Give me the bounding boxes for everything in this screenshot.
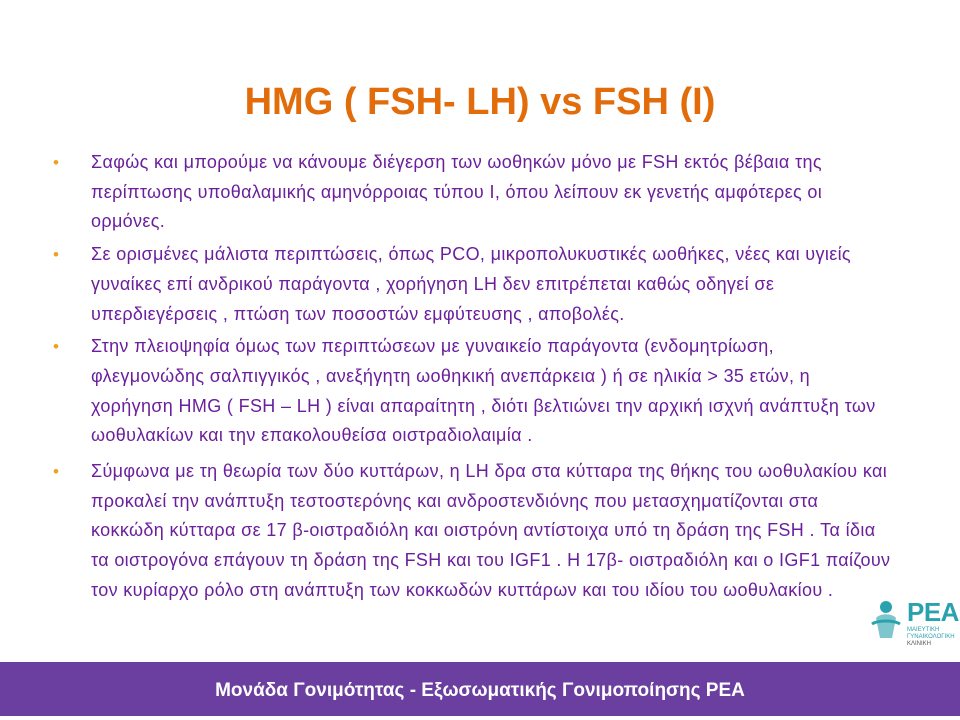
bullet-dot-icon: • <box>53 462 60 482</box>
clinic-logo <box>868 594 960 646</box>
logo-subtitle-1: ΜΑΙΕΥΤΙΚΗ <box>907 627 940 633</box>
bullet-dot-icon: • <box>53 153 60 172</box>
bullet-list <box>52 148 892 612</box>
bullet-text: Στην πλειοψηφία όμως των περιπτώσεων με γυναικείο παράγοντα (ενδομητρίωση, φλεγμονώδης σαλπιγγικός , ανεξήγητη ωοθηκική ανεπάρκεια ) ή σε ηλικία > 35 ετών, η χορήγηση HMG ( FSH – LH ) είναι απαραίτητη , διότι βελτιώνει την αρχική ισχνή ανάπτυξη των ωοθυλακίων και την επακολουθείσα οιστραδιολαιμία . <box>91 336 876 446</box>
slide-title: HMG ( FSH- LH) vs FSH (I) <box>244 81 716 123</box>
bullet-item <box>52 240 892 329</box>
footer-text: Μονάδα Γονιμότητας - Εξωσωματικής Γονιμοποίησης PEA <box>215 680 745 701</box>
top-band <box>0 0 960 54</box>
logo-subtitle-3: ΚΛΙΝΙΚΗ <box>907 641 932 647</box>
bullet-text: Σαφώς και μπορούμε να κάνουμε διέγερση των ωοθηκών μόνο με FSH εκτός βέβαια της περίπτωσης υποθαλαμικής αμηνόρροιας τύπου Ι, όπου λείπουν εκ γενετής αμφότερες οι ορμόνες. <box>91 152 823 232</box>
logo-name: PEA <box>907 597 959 627</box>
footer-bar <box>0 662 960 716</box>
bullet-item <box>52 457 892 606</box>
bullet-dot-icon: • <box>53 337 60 357</box>
bullet-item <box>52 148 892 237</box>
bullet-dot-icon: • <box>53 245 60 265</box>
logo-subtitle-2: ΓΥΝΑΙΚΟΛΟΓΙΚΗ <box>907 634 955 640</box>
bullet-text: Σε ορισμένες μάλιστα περιπτώσεις, όπως PCO, μικροπολυκυστικές ωοθήκες, νέες και υγιείς γυναίκες επί ανδρικού παράγοντα , χορήγηση LH δεν επιτρέπεται καθώς οδηγεί σε υπερδιεγέρσεις , πτώση των ποσοστών εμφύτευσης , αποβολές. <box>91 244 851 324</box>
bullet-text: Σύμφωνα με τη θεωρία των δύο κυττάρων, η LH δρα στα κύτταρα της θήκης του ωοθυλακίου και προκαλεί την ανάπτυξη τεστοστερόνης και ανδροστενδιόνης που μετασχηματίζονται στα κοκκώδη κύτταρα σε 17 β-οιστραδιόλη και οιστρόνη αντίστοιχα υπό τη δράση της FSH . Τα ίδια τα οιστρογόνα επάγουν τη δράση της FSH και του IGF1 . Η 17β- οιστραδιόλη και ο IGF1 παίζουν τον κυρίαρχο ρόλο στη ανάπτυξη των κοκκωδών κυττάρων και του ιδίου του ωοθυλακίου . <box>91 461 891 600</box>
bullet-item <box>52 332 892 451</box>
clinic-logo-icon <box>868 594 906 646</box>
